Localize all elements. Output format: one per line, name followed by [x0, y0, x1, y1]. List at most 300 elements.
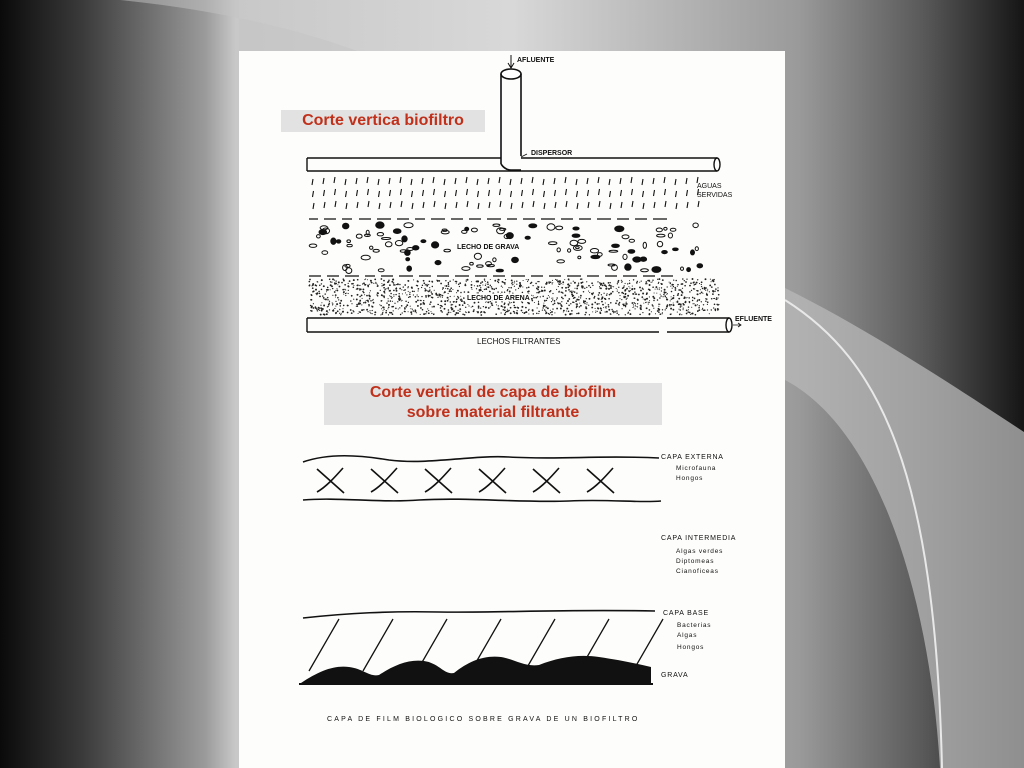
sand-grain	[561, 301, 562, 302]
sand-grain	[456, 292, 457, 293]
sand-grain	[397, 301, 398, 302]
drip-mark	[389, 178, 390, 184]
sand-grain	[528, 279, 530, 281]
gravel-stone	[695, 247, 698, 251]
drip-mark	[434, 189, 435, 195]
sand-grain	[661, 287, 662, 288]
sand-grain	[634, 291, 636, 293]
drip-mark	[555, 202, 556, 208]
sand-grain	[653, 308, 654, 309]
sand-grain	[395, 308, 397, 310]
sand-grain	[626, 302, 627, 303]
sand-grain	[504, 309, 506, 311]
sand-grain	[561, 297, 563, 299]
sand-grain	[468, 305, 469, 306]
gravel-stone	[432, 242, 439, 248]
sand-grain	[334, 308, 335, 309]
sand-grain	[346, 293, 347, 294]
sand-grain	[616, 288, 617, 289]
sand-grain	[381, 283, 382, 284]
sand-grain	[339, 286, 341, 288]
sand-grain	[361, 309, 363, 311]
sand-grain	[712, 280, 714, 282]
gravel-stone	[347, 244, 352, 246]
sand-grain	[627, 283, 628, 284]
sand-grain	[450, 291, 452, 293]
sand-grain	[681, 291, 683, 293]
sand-grain	[565, 290, 567, 292]
gravel-stone	[691, 250, 695, 255]
sand-grain	[369, 284, 370, 285]
sand-grain	[330, 289, 331, 290]
sand-grain	[646, 298, 648, 300]
sand-grain	[431, 297, 432, 298]
sand-grain	[336, 290, 338, 292]
sand-grain	[542, 296, 544, 298]
sand-grain	[531, 298, 533, 300]
sand-grain	[335, 312, 337, 314]
drip-mark	[544, 203, 545, 209]
sand-grain	[429, 295, 431, 297]
sand-grain	[458, 284, 460, 286]
sand-grain	[714, 308, 716, 310]
sand-grain	[348, 293, 349, 294]
sand-grain	[525, 307, 527, 309]
sand-grain	[508, 287, 509, 288]
sand-grain	[381, 285, 382, 286]
sand-grain	[334, 279, 335, 280]
sand-grain	[479, 290, 481, 292]
label-aguas: AGUAS	[697, 183, 722, 190]
sand-grain	[716, 298, 718, 300]
sand-grain	[428, 291, 429, 292]
sand-grain	[382, 312, 383, 313]
sand-grain	[694, 303, 695, 304]
sand-grain	[657, 299, 659, 301]
drip-mark	[566, 189, 567, 195]
sand-grain	[429, 280, 431, 282]
sand-grain	[556, 279, 557, 280]
gravel-stone	[578, 256, 581, 259]
sand-grain	[613, 312, 614, 313]
sand-grain	[578, 296, 579, 297]
sand-grain	[701, 286, 702, 287]
sand-grain	[425, 289, 427, 291]
sand-grain	[702, 288, 704, 290]
drip-mark	[445, 191, 446, 197]
sand-grain	[320, 305, 321, 306]
sand-grain	[318, 308, 320, 310]
gravel-stone	[413, 246, 419, 250]
sand-grain	[595, 310, 596, 311]
sand-grain	[648, 304, 649, 305]
sand-grain	[531, 295, 532, 296]
sand-grain	[374, 314, 376, 316]
sand-grain	[717, 308, 719, 310]
sand-grain	[367, 311, 368, 312]
sand-grain	[695, 283, 697, 285]
sand-grain	[591, 303, 593, 305]
drip-mark	[665, 201, 666, 207]
gravel-stone	[404, 223, 413, 228]
sand-grain	[363, 309, 365, 311]
drip-mark	[378, 179, 379, 185]
sand-grain	[444, 300, 446, 302]
sand-grain	[673, 295, 674, 296]
sand-grain	[665, 309, 666, 310]
sand-grain	[621, 299, 622, 300]
sand-grain	[678, 298, 680, 300]
sand-grain	[444, 303, 446, 305]
sand-grain	[377, 284, 378, 285]
sand-grain	[373, 302, 375, 304]
sand-grain	[544, 290, 546, 292]
drip-mark	[499, 177, 500, 183]
sand-grain	[599, 282, 601, 284]
sand-grain	[467, 304, 468, 305]
sand-grain	[329, 309, 330, 310]
sand-grain	[400, 314, 401, 315]
gravel-stone	[547, 224, 555, 230]
sand-grain	[388, 300, 389, 301]
drip-mark	[687, 190, 688, 196]
sand-grain	[473, 310, 475, 312]
sand-grain	[485, 283, 486, 284]
drip-mark	[357, 202, 358, 208]
sand-grain	[619, 295, 620, 296]
sand-grain	[316, 285, 318, 287]
drip-mark	[400, 177, 401, 183]
sand-grain	[510, 287, 512, 289]
sand-grain	[490, 306, 491, 307]
sand-grain	[713, 307, 714, 308]
sand-grain	[642, 293, 644, 295]
sand-grain	[440, 300, 442, 302]
sand-grain	[434, 290, 435, 291]
gravel-stone	[557, 260, 565, 263]
sand-grain	[544, 300, 546, 302]
drip-mark	[599, 201, 600, 207]
sand-grain	[351, 295, 353, 297]
sand-grain	[452, 289, 453, 290]
drip-mark	[412, 203, 413, 209]
drip-mark	[621, 202, 622, 208]
sand-grain	[444, 285, 445, 286]
gravel-stone	[477, 265, 484, 267]
sand-grain	[498, 282, 499, 283]
gravel-stone	[525, 236, 530, 239]
sand-grain	[550, 281, 552, 283]
sand-grain	[491, 288, 493, 290]
sand-grain	[639, 314, 641, 316]
sand-grain	[711, 286, 713, 288]
sand-grain	[349, 280, 351, 282]
drip-mark	[411, 179, 412, 185]
sand-grain	[552, 298, 553, 299]
sand-grain	[417, 281, 419, 283]
sand-grain	[557, 302, 559, 304]
sand-grain	[417, 305, 419, 307]
sand-grain	[367, 284, 369, 286]
sand-grain	[466, 281, 467, 282]
sand-grain	[484, 278, 485, 279]
sand-grain	[580, 295, 582, 297]
sand-grain	[583, 291, 585, 293]
sand-grain	[437, 297, 438, 298]
gravel-stone	[373, 249, 379, 252]
sand-grain	[309, 279, 311, 281]
sand-grain	[642, 288, 643, 289]
sand-grain	[357, 279, 359, 281]
sand-grain	[671, 304, 672, 305]
sand-grain	[678, 289, 680, 291]
sand-grain	[693, 282, 695, 284]
sand-grain	[676, 301, 677, 302]
sand-grain	[671, 299, 672, 300]
sand-grain	[627, 298, 628, 299]
drip-mark	[323, 178, 324, 184]
sand-grain	[619, 298, 620, 299]
sand-grain	[536, 313, 538, 315]
gravel-stone	[377, 233, 383, 236]
sand-grain	[513, 311, 515, 313]
sand-grain	[497, 291, 498, 292]
sand-grain	[714, 304, 716, 306]
sand-grain	[638, 294, 640, 296]
sand-grain	[326, 310, 328, 312]
sand-grain	[493, 288, 495, 290]
sand-grain	[363, 292, 364, 293]
sand-grain	[711, 281, 712, 282]
sand-grain	[564, 279, 565, 280]
gravel-stone	[512, 257, 519, 262]
sand-grain	[404, 308, 406, 310]
sand-grain	[701, 284, 702, 285]
sand-grain	[559, 283, 561, 285]
sand-grain	[353, 299, 354, 300]
sand-grain	[565, 287, 567, 289]
sand-grain	[561, 287, 563, 289]
sand-grain	[576, 313, 577, 314]
sand-grain	[702, 309, 703, 310]
sand-grain	[697, 301, 698, 302]
sand-grain	[508, 310, 509, 311]
sand-grain	[617, 289, 618, 290]
sand-grain	[425, 284, 426, 285]
sand-grain	[604, 284, 606, 286]
sand-grain	[564, 294, 566, 296]
sand-grain	[632, 307, 633, 308]
sand-grain	[455, 314, 457, 316]
sand-grain	[440, 307, 442, 309]
sand-grain	[370, 313, 371, 314]
drip-mark	[621, 190, 622, 196]
sand-grain	[312, 283, 314, 285]
sand-grain	[454, 296, 455, 297]
sand-grain	[340, 314, 341, 315]
sand-grain	[490, 279, 491, 280]
sand-grain	[448, 282, 450, 284]
sand-grain	[480, 312, 481, 313]
sand-grain	[619, 303, 620, 304]
gravel-stone	[628, 250, 635, 254]
sand-grain	[574, 288, 575, 289]
sand-grain	[448, 309, 450, 311]
sand-grain	[431, 293, 432, 294]
sand-grain	[514, 286, 515, 287]
sand-grain	[324, 314, 326, 316]
sand-grain	[511, 302, 512, 303]
sand-grain	[350, 300, 352, 302]
drip-mark	[444, 179, 445, 185]
gravel-stone	[578, 239, 586, 243]
sand-grain	[357, 284, 359, 286]
sand-grain	[682, 303, 684, 305]
sand-grain	[653, 300, 654, 301]
sand-grain	[456, 283, 457, 284]
sand-grain	[356, 306, 357, 307]
sand-grain	[383, 280, 385, 282]
sand-grain	[413, 279, 414, 280]
sand-grain	[633, 304, 634, 305]
sand-grain	[532, 300, 534, 302]
sand-grain	[692, 297, 694, 299]
drip-mark	[334, 177, 335, 183]
sand-grain	[353, 279, 355, 281]
sand-grain	[522, 286, 523, 287]
sand-grain	[480, 314, 482, 316]
sand-grain	[464, 291, 466, 293]
sand-grain	[578, 284, 580, 286]
sand-grain	[429, 289, 430, 290]
label-capa-externa: CAPA EXTERNA	[661, 454, 724, 461]
sand-grain	[552, 299, 553, 300]
sand-grain	[617, 283, 618, 284]
sand-grain	[713, 298, 714, 299]
sand-grain	[621, 280, 622, 281]
sand-grain	[696, 282, 698, 284]
sand-grain	[660, 294, 661, 295]
sand-grain	[576, 303, 577, 304]
sand-grain	[551, 298, 552, 299]
sand-grain	[542, 309, 543, 310]
sand-grain	[392, 279, 394, 281]
sand-grain	[451, 309, 453, 311]
gravel-stone	[687, 268, 691, 272]
sand-grain	[661, 290, 662, 291]
sand-grain	[335, 280, 336, 281]
sand-grain	[688, 306, 689, 307]
sand-grain	[423, 300, 424, 301]
sand-grain	[578, 312, 580, 314]
efluente-arrow	[733, 323, 741, 327]
sand-grain	[390, 293, 392, 295]
sand-grain	[366, 295, 368, 297]
sand-grain	[610, 285, 612, 287]
sand-grain	[623, 296, 625, 298]
sand-grain	[384, 292, 385, 293]
label-grava: GRAVA	[661, 672, 689, 679]
sand-grain	[323, 297, 325, 299]
sand-grain	[616, 310, 618, 312]
sand-grain	[429, 303, 431, 305]
sand-grain	[632, 293, 634, 295]
sand-grain	[647, 280, 649, 282]
gravel-stone	[673, 248, 679, 251]
sand-grain	[415, 301, 417, 303]
sand-grain	[474, 302, 476, 304]
sand-grain	[683, 307, 684, 308]
sand-grain	[701, 301, 702, 302]
sand-grain	[666, 297, 667, 298]
sand-grain	[410, 308, 411, 309]
sand-grain	[648, 289, 649, 290]
sand-grain	[485, 281, 486, 282]
drip-mark	[522, 202, 523, 208]
sand-grain	[544, 287, 545, 288]
sand-grain	[615, 302, 617, 304]
sand-grain	[412, 309, 413, 310]
drip-mark	[565, 177, 566, 183]
sand-grain	[686, 309, 688, 311]
sand-grain	[368, 295, 370, 297]
gravel-stone	[662, 251, 668, 254]
sand-grain	[688, 297, 690, 299]
drip-mark	[456, 190, 457, 196]
sand-grain	[315, 306, 317, 308]
sand-grain	[537, 281, 538, 282]
sand-grain	[503, 282, 504, 283]
sand-grain	[631, 288, 633, 290]
sand-grain	[519, 286, 521, 288]
sand-grain	[610, 293, 612, 295]
sand-grain	[448, 286, 449, 287]
sand-grain	[687, 297, 688, 298]
sand-grain	[628, 286, 629, 287]
sand-grain	[591, 307, 593, 309]
sand-grain	[694, 284, 695, 285]
sand-grain	[342, 289, 344, 291]
sand-grain	[673, 304, 675, 306]
sand-grain	[599, 286, 600, 287]
sand-grain	[404, 289, 406, 291]
sand-grain	[653, 297, 655, 299]
sand-grain	[423, 280, 425, 282]
sand-grain	[697, 293, 699, 295]
sand-grain	[477, 311, 479, 313]
sand-grain	[375, 282, 376, 283]
sand-grain	[588, 285, 590, 287]
sand-grain	[399, 284, 401, 286]
sand-grain	[445, 288, 446, 289]
gravel-stone	[681, 267, 684, 270]
sand-grain	[332, 304, 333, 305]
sand-grain	[716, 297, 717, 298]
sand-grain	[583, 301, 585, 303]
sand-grain	[541, 287, 542, 288]
drip-mark	[544, 191, 545, 197]
sand-grain	[369, 310, 370, 311]
sand-grain	[600, 284, 602, 286]
sand-grain	[571, 291, 573, 293]
sand-grain	[438, 294, 440, 296]
sand-grain	[368, 304, 370, 306]
sand-grain	[586, 304, 587, 305]
sand-grain	[621, 308, 622, 309]
sand-grain	[547, 307, 549, 309]
sand-grain	[688, 309, 689, 310]
sand-grain	[667, 286, 668, 287]
